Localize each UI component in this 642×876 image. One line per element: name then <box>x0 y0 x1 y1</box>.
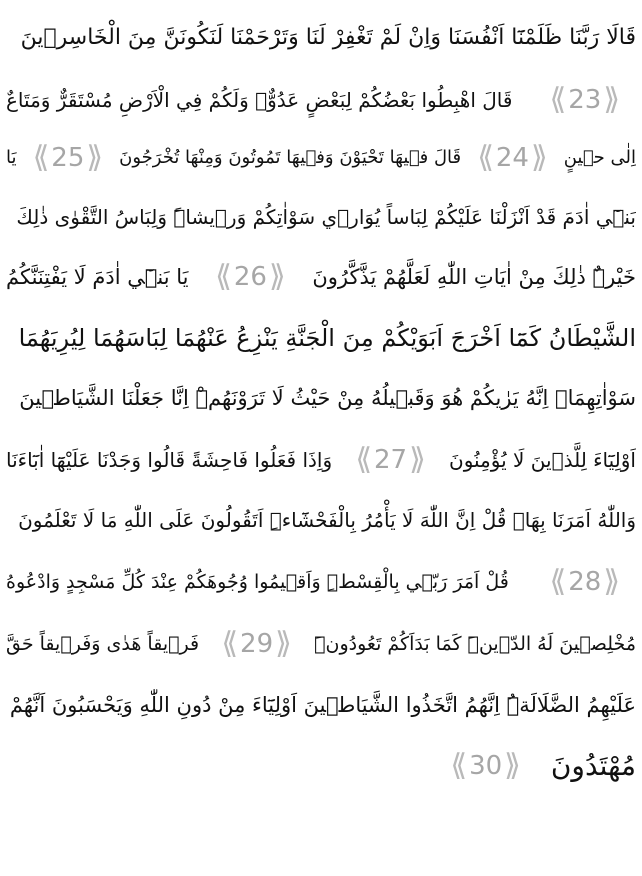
verse-text: يَا <box>6 147 17 168</box>
ayah-number-marker <box>534 564 636 599</box>
ornament-bracket-left-icon: ⟪ <box>549 564 567 599</box>
ornament-bracket-left-icon: ⟪ <box>450 748 468 783</box>
verse-text: قَالَا رَبَّنَا ظَلَمْنَٓا اَنْفُسَنَا وَاِنْ لَمْ تَغْفِرْ لَنَا وَتَرْحَمْنَا لَنَكُونَنَّ مِنَ الْخَاسِر۪ينَ <box>20 25 636 50</box>
verse-text: يَا بَن۪ٓي اٰدَمَ لَا يَفْتِنَنَّكُمُ <box>6 264 189 289</box>
ornament-bracket-right-icon: ⟫ <box>504 748 521 783</box>
text-line-9 <box>6 490 636 550</box>
ayah-number: 30 <box>469 751 503 781</box>
verse-text: عَلَيْهِمُ الضَّلَالَةُۜ اِنَّهُمُ اتَّخَذُوا الشَّيَاط۪ينَ اَوْلِيَٓاءَ مِنْ دُونِ اللّٰهِ وَيَحْسَبُونَ اَنَّهُمْ <box>9 692 636 717</box>
ornament-bracket-left-icon: ⟪ <box>32 140 50 175</box>
ayah-number: 28 <box>568 567 602 597</box>
ornament-bracket-right-icon: ⟫ <box>409 442 426 477</box>
ayah-number: 24 <box>495 143 529 173</box>
ayah-number: 29 <box>240 629 274 659</box>
ayah-number-marker <box>461 140 563 175</box>
ayah-number: 23 <box>568 85 602 115</box>
ayah-number-marker <box>205 626 307 661</box>
text-line-10 <box>6 552 636 612</box>
text-line-1 <box>6 8 636 68</box>
verse-text: خَيْرٌۜ ذٰلِكَ مِنْ اٰيَاتِ اللّٰهِ لَعَلَّهُمْ يَذَّكَّرُونَ <box>312 264 636 289</box>
ornament-bracket-right-icon: ⟫ <box>603 564 620 599</box>
text-line-7 <box>6 368 636 428</box>
text-line-12 <box>6 675 636 735</box>
verse-text: اَوْلِيَٓاءَ لِلَّذ۪ينَ لَا يُؤْمِنُونَ <box>449 448 636 472</box>
verse-text: قَالَ ف۪يهَا تَحْيَوْنَ وَف۪يهَا تَمُوتُونَ وَمِنْهَا تُخْرَجُونَ <box>119 147 462 168</box>
verse-text: قَالَ اهْبِطُوا بَعْضُكُمْ لِبَعْضٍ عَدُوٌّۚ وَلَكُمْ فِي الْاَرْضِ مُسْتَقَرٌّ وَمَتَاعٌ <box>6 88 513 112</box>
ayah-number-marker <box>434 748 536 783</box>
verse-text: مُخْلِص۪ينَ لَهُ الدّ۪ينَۜ كَمَا بَدَاَكُمْ تَعُودُونَۜ <box>314 632 636 655</box>
text-line-4 <box>6 187 636 247</box>
verse-text: قُلْ اَمَرَ رَبّ۪ي بِالْقِسْطِۜ وَاَق۪يمُوا وُجُوهَكُمْ عِنْدَ كُلِّ مَسْجِدٍ وَادْعُوهُ <box>6 570 509 593</box>
ornament-bracket-left-icon: ⟪ <box>549 82 567 117</box>
text-line-6 <box>6 308 636 368</box>
verse-text: بَن۪ٓي اٰدَمَ قَدْ اَنْزَلْنَا عَلَيْكُمْ لِبَاساً يُوَار۪ي سَوْاٰتِكُمْ وَر۪يشاًۜ وَلِبَاسُ التَّقْوٰى ذٰلِكَ <box>16 205 636 229</box>
ayah-number-marker <box>339 442 441 477</box>
verse-text: سَوْاٰتِهِمَاۜ اِنَّهُ يَرٰيكُمْ هُوَ وَقَب۪يلُهُ مِنْ حَيْثُ لَا تَرَوْنَهُمْۜ اِنَّا جَعَلْنَا الشَّيَاط۪ينَ <box>19 385 636 410</box>
verse-text: فَر۪يقاً هَدٰى وَفَر۪يقاً حَقَّ <box>6 632 200 655</box>
ornament-bracket-right-icon: ⟫ <box>268 259 286 294</box>
text-line-2 <box>6 70 636 130</box>
text-line-8 <box>6 430 636 490</box>
ayah-number-marker <box>534 82 636 117</box>
ayah-number: 26 <box>233 262 267 292</box>
ornament-bracket-left-icon: ⟪ <box>221 626 239 661</box>
text-line-13 <box>6 736 636 796</box>
verse-text: الشَّيْطَانُ كَمَٓا اَخْرَجَ اَبَوَيْكُمْ مِنَ الْجَنَّةِ يَنْزِعُ عَنْهُمَا لِبَاسَهُمَا لِيُرِيَهُمَا <box>18 324 636 352</box>
ayah-number-marker <box>199 259 301 294</box>
ayah-number-marker <box>17 140 119 175</box>
verse-text: وَاِذَا فَعَلُوا فَاحِشَةً قَالُوا وَجَدْنَا عَلَيْهَٓا اٰبَٓاءَنَا <box>6 448 333 472</box>
ornament-bracket-left-icon: ⟪ <box>355 442 373 477</box>
ayah-number: 25 <box>51 143 85 173</box>
verse-text: وَاللّٰهُ اَمَرَنَا بِهَاۜ قُلْ اِنَّ اللّٰهَ لَا يَأْمُرُ بِالْفَحْشَٓاءِۜ اَتَقُولُونَ عَلَى اللّٰهِ مَا لَا تَعْلَمُونَ <box>18 508 636 532</box>
ornament-bracket-right-icon: ⟫ <box>275 626 292 661</box>
verse-text: اِلٰى ح۪ينٍ <box>563 147 636 168</box>
text-line-3 <box>6 128 636 188</box>
verse-text: مُهْتَدُونَ <box>550 749 636 782</box>
ayah-number: 27 <box>374 445 408 475</box>
ornament-bracket-left-icon: ⟪ <box>477 140 494 175</box>
ornament-bracket-right-icon: ⟫ <box>530 140 548 175</box>
text-line-11 <box>6 614 636 674</box>
ornament-bracket-right-icon: ⟫ <box>86 140 104 175</box>
ornament-bracket-left-icon: ⟪ <box>215 259 232 294</box>
ornament-bracket-right-icon: ⟫ <box>603 82 620 117</box>
text-line-5 <box>6 247 636 307</box>
